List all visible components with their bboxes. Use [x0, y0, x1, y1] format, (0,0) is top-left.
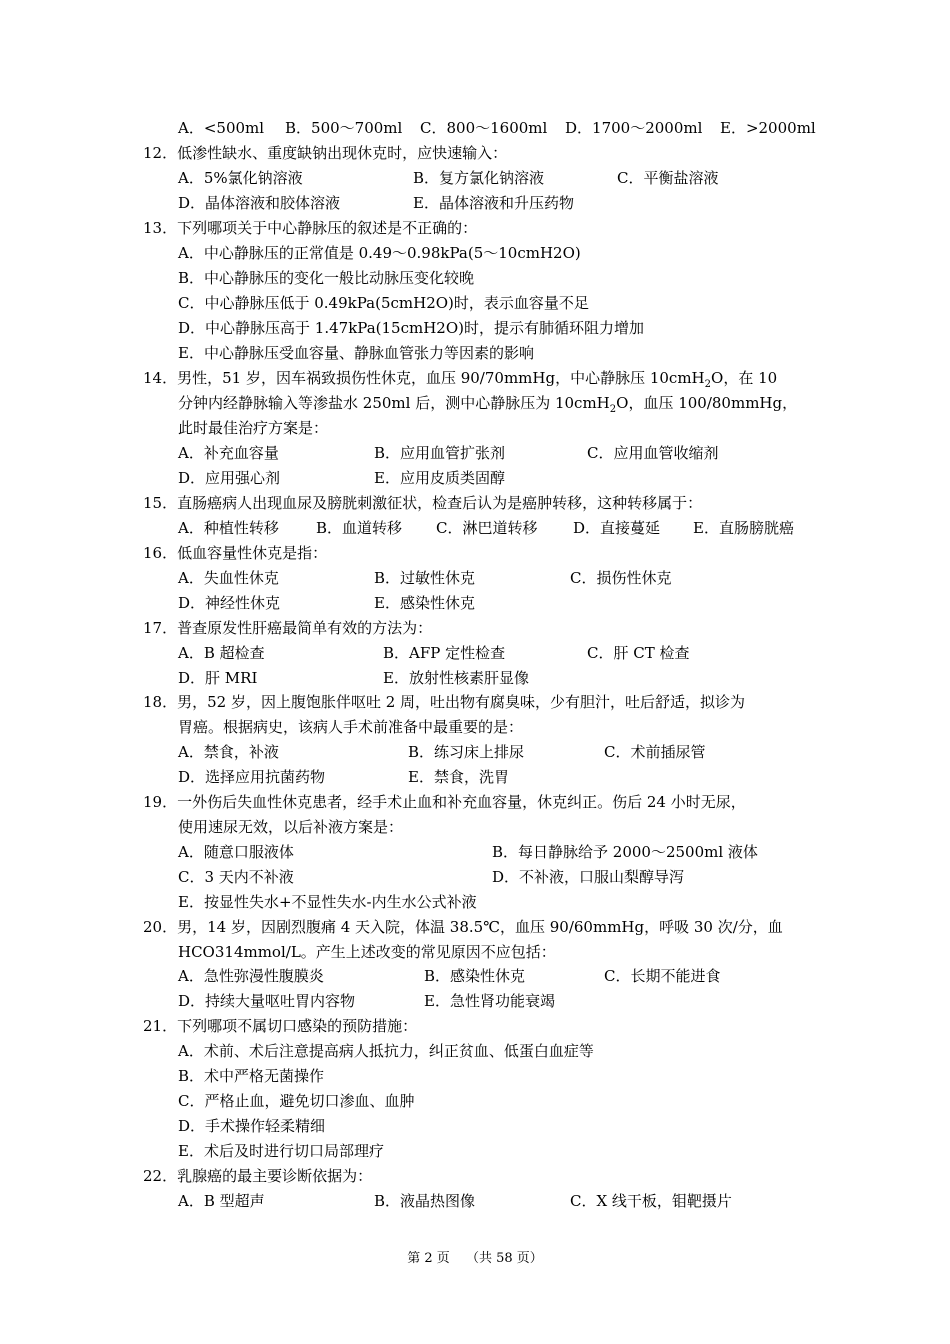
stem-text: 分钟内经静脉输入等渗盐水 250ml 后，测中心静脉压为 10cmH [178, 394, 610, 412]
option: B．过敏性休克 [374, 569, 476, 587]
option: B．500～700ml [285, 119, 403, 137]
option: D．应用强心剂 [178, 469, 281, 487]
option: E．>2000ml [720, 119, 816, 137]
option: D．神经性休克 [178, 594, 281, 612]
option: A．术前、术后注意提高病人抵抗力，纠正贫血、低蛋白血症等 [178, 1042, 594, 1060]
option: E．晶体溶液和升压药物 [413, 194, 574, 212]
question-stem: 19．一外伤后失血性休克患者，经手术止血和补充血容量，休克纠正。伤后 24 小时无尿， [143, 793, 746, 811]
question-stem: 12．低渗性缺水、重度缺钠出现休克时，应快速输入： [143, 144, 508, 162]
option: B．液晶热图像 [374, 1192, 476, 1210]
option: A．种植性转移 [178, 519, 279, 537]
page-footer [0, 1250, 950, 1268]
option: D．持续大量呕吐胃内容物 [178, 992, 356, 1010]
option: E．中心静脉压受血容量、静脉血管张力等因素的影响 [178, 344, 534, 362]
option: E．直肠膀胱癌 [693, 519, 794, 537]
option: A．B 型超声 [178, 1192, 265, 1210]
option: D．不补液，口服山梨醇导泻 [492, 868, 685, 886]
question-stem: 18．男，52 岁，因上腹饱胀伴呕吐 2 周，吐出物有腐臭味，少有胆汁，吐后舒适，拟诊为 [143, 693, 746, 711]
question-stem-continued: HCO314mmol/L。产生上述改变的常见原因不应包括： [178, 943, 556, 961]
option: A．失血性休克 [178, 569, 279, 587]
option: D．肝 MRI [178, 669, 258, 687]
subscript: 2 [609, 404, 617, 415]
question-stem: 15．直肠癌病人出现血尿及膀胱刺激征状，检查后认为是癌肿转移，这种转移属于： [143, 494, 703, 512]
stem-text: O，血压 100/80mmHg， [616, 394, 798, 412]
question-stem [143, 368, 777, 388]
question-stem-continued: 使用速尿无效，以后补液方案是： [178, 818, 404, 836]
option: C．淋巴道转移 [436, 519, 538, 537]
page-total: （共 58 页） [465, 1251, 543, 1266]
option: A．随意口服液体 [178, 843, 294, 861]
option: E．应用皮质类固醇 [374, 469, 505, 487]
question-stem-continued: 胃癌。根据病史，该病人手术前准备中最重要的是： [178, 718, 524, 736]
option: A．补充血容量 [178, 444, 279, 462]
option: C．长期不能进食 [604, 967, 721, 985]
option: A．急性弥漫性腹膜炎 [178, 967, 324, 985]
question-stem-continued [178, 393, 797, 413]
option: D．中心静脉压高于 1.47kPa(15cmH2O)时，提示有肺循环阻力增加 [178, 319, 644, 337]
option: B．AFP 定性检查 [383, 644, 506, 662]
option: C．中心静脉压低于 0.49kPa(5cmH2O)时，表示血容量不足 [178, 294, 589, 312]
option: D．选择应用抗菌药物 [178, 768, 326, 786]
stem-text: O，在 10 [711, 369, 778, 387]
stem-text: 14．男性，51 岁，因车祸致损伤性休克，血压 90/70mmHg，中心静脉压 10cmH [143, 369, 705, 387]
option: C．平衡盐溶液 [617, 169, 719, 187]
option: C．严格止血，避免切口渗血、血肿 [178, 1092, 415, 1110]
option: A．B 超检查 [178, 644, 265, 662]
option: B．术中严格无菌操作 [178, 1067, 325, 1085]
option: C．损伤性休克 [570, 569, 672, 587]
question-stem: 21．下列哪项不属切口感染的预防措施： [143, 1017, 418, 1035]
question-stem-continued: 此时最佳治疗方案是： [178, 419, 329, 437]
question-stem: 16．低血容量性休克是指： [143, 544, 328, 562]
option: E．禁食，洗胃 [408, 768, 509, 786]
option: B．中心静脉压的变化一般比动脉压变化较晚 [178, 269, 475, 287]
option: E．术后及时进行切口局部理疗 [178, 1142, 384, 1160]
question-stem: 22．乳腺癌的最主要诊断依据为： [143, 1167, 373, 1185]
option: B．感染性休克 [424, 967, 526, 985]
option: A．5%氯化钠溶液 [178, 169, 303, 187]
option: E．按显性失水+不显性失水-内生水公式补液 [178, 893, 477, 911]
question-stem: 13．下列哪项关于中心静脉压的叙述是不正确的： [143, 219, 478, 237]
option: E．急性肾功能衰竭 [424, 992, 555, 1010]
option: E．感染性休克 [374, 594, 475, 612]
option: B．血道转移 [316, 519, 403, 537]
option: B．复方氯化钠溶液 [413, 169, 545, 187]
subscript: 2 [704, 379, 712, 390]
page-number: 第 2 页 [407, 1251, 450, 1266]
option: B．应用血管扩张剂 [374, 444, 506, 462]
option: E．放射性核素肝显像 [383, 669, 529, 687]
option: D．晶体溶液和胶体溶液 [178, 194, 341, 212]
option: A．<500ml [178, 119, 265, 137]
option: B．每日静脉给予 2000～2500ml 液体 [492, 843, 758, 861]
option: B．练习床上排尿 [408, 743, 525, 761]
option: C．3 天内不补液 [178, 868, 294, 886]
question-stem: 17．普查原发性肝癌最简单有效的方法为： [143, 619, 433, 637]
option: C．肝 CT 检查 [587, 644, 690, 662]
option: D．直接蔓延 [573, 519, 661, 537]
option: A．中心静脉压的正常值是 0.49～0.98kPa(5～10cmH2O) [178, 244, 581, 262]
option: D．1700～2000ml [565, 119, 703, 137]
option: C．X 线干板，钼靶摄片 [570, 1192, 732, 1210]
option: D．手术操作轻柔精细 [178, 1117, 326, 1135]
option: A．禁食，补液 [178, 743, 279, 761]
option: C．应用血管收缩剂 [587, 444, 719, 462]
option: C．术前插尿管 [604, 743, 706, 761]
question-stem: 20．男，14 岁，因剧烈腹痛 4 天入院，体温 38.5℃，血压 90/60mmHg，呼吸 30 次/分，血 [143, 918, 783, 936]
option: C．800～1600ml [420, 119, 548, 137]
